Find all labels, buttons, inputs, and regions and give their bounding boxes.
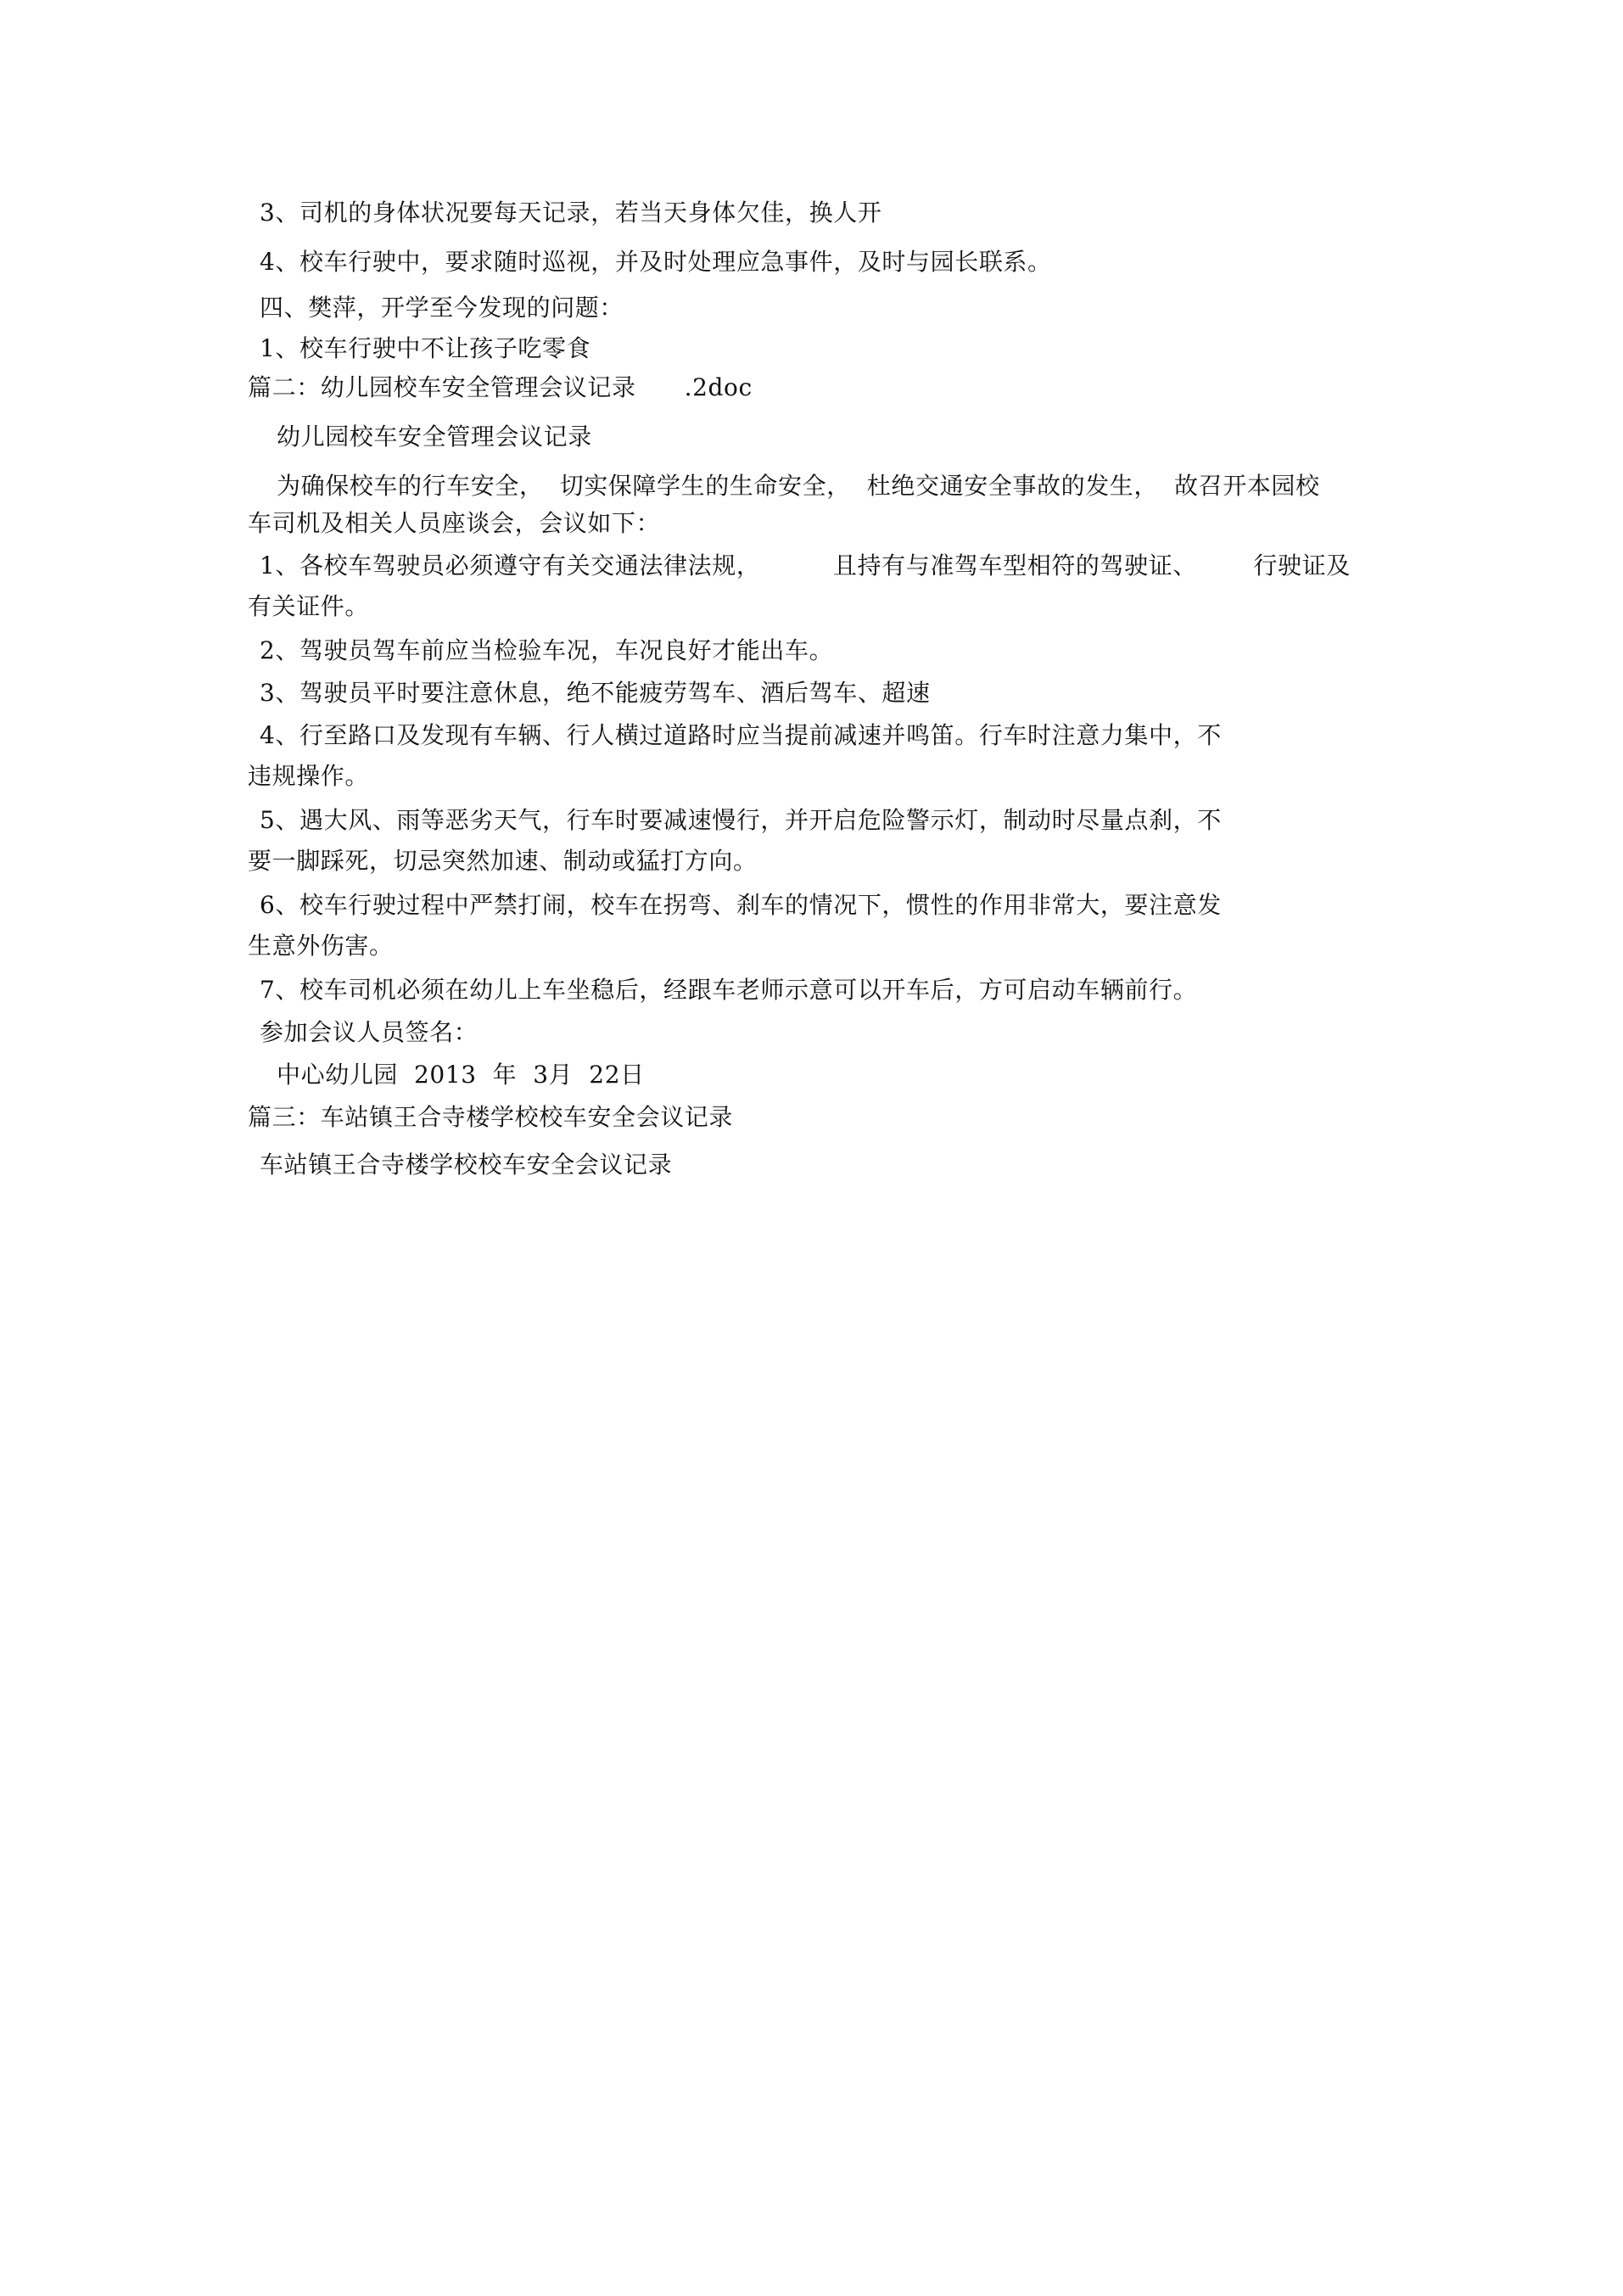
text-line: 参加会议人员签名：	[260, 1018, 479, 1046]
text-line: 4、行至路口及发现有车辆、行人横过道路时应当提前减速并鸣笛。行车时注意力集中，不	[260, 721, 1222, 749]
document-title: 幼儿园校车安全管理会议记录	[277, 423, 592, 451]
text-line: 中心幼儿园 2013 年 3月 22日	[277, 1061, 645, 1089]
text-line: 7、校车司机必须在幼儿上车坐稳后，经跟车老师示意可以开车后，方可启动车辆前行。	[260, 976, 1198, 1004]
text-line: 违规操作。	[248, 762, 370, 790]
text-line: 1、各校车驾驶员必须遵守有关交通法律法规， 且持有与准驾车型相符的驾驶证、 行驶证及	[260, 552, 1351, 580]
section-heading: 篇三：车站镇王合寺楼学校校车安全会议记录	[248, 1103, 734, 1131]
text-line: 5、遇大风、雨等恶劣天气，行车时要减速慢行，并开启危险警示灯，制动时尽量点刹，不	[260, 806, 1222, 834]
text-line: 3、司机的身体状况要每天记录，若当天身体欠佳，换人开	[260, 199, 882, 227]
text-line: 6、校车行驶过程中严禁打闹，校车在拐弯、刹车的情况下，惯性的作用非常大，要注意发	[260, 891, 1222, 919]
text-line: 为确保校车的行车安全， 切实保障学生的生命安全， 杜绝交通安全事故的发生， 故召开本园校	[277, 472, 1320, 500]
text-line: 1、校车行驶中不让孩子吃零食	[260, 334, 591, 362]
text-line: 有关证件。	[248, 592, 370, 620]
section-heading: 篇二：幼儿园校车安全管理会议记录 .2doc	[248, 373, 753, 401]
text-line: 生意外伤害。	[248, 932, 394, 960]
text-line: 3、驾驶员平时要注意休息，绝不能疲劳驾车、酒后驾车、超速	[260, 679, 931, 707]
text-line: 要一脚踩死，切忌突然加速、制动或猛打方向。	[248, 847, 758, 875]
text-line: 2、驾驶员驾车前应当检验车况，车况良好才能出车。	[260, 636, 834, 664]
text-line: 四、樊萍，开学至今发现的问题：	[260, 294, 624, 322]
text-line: 4、校车行驶中，要求随时巡视，并及时处理应急事件，及时与园长联系。	[260, 248, 1052, 276]
document-title: 车站镇王合寺楼学校校车安全会议记录	[260, 1151, 673, 1179]
text-line: 车司机及相关人员座谈会，会议如下：	[248, 509, 661, 537]
